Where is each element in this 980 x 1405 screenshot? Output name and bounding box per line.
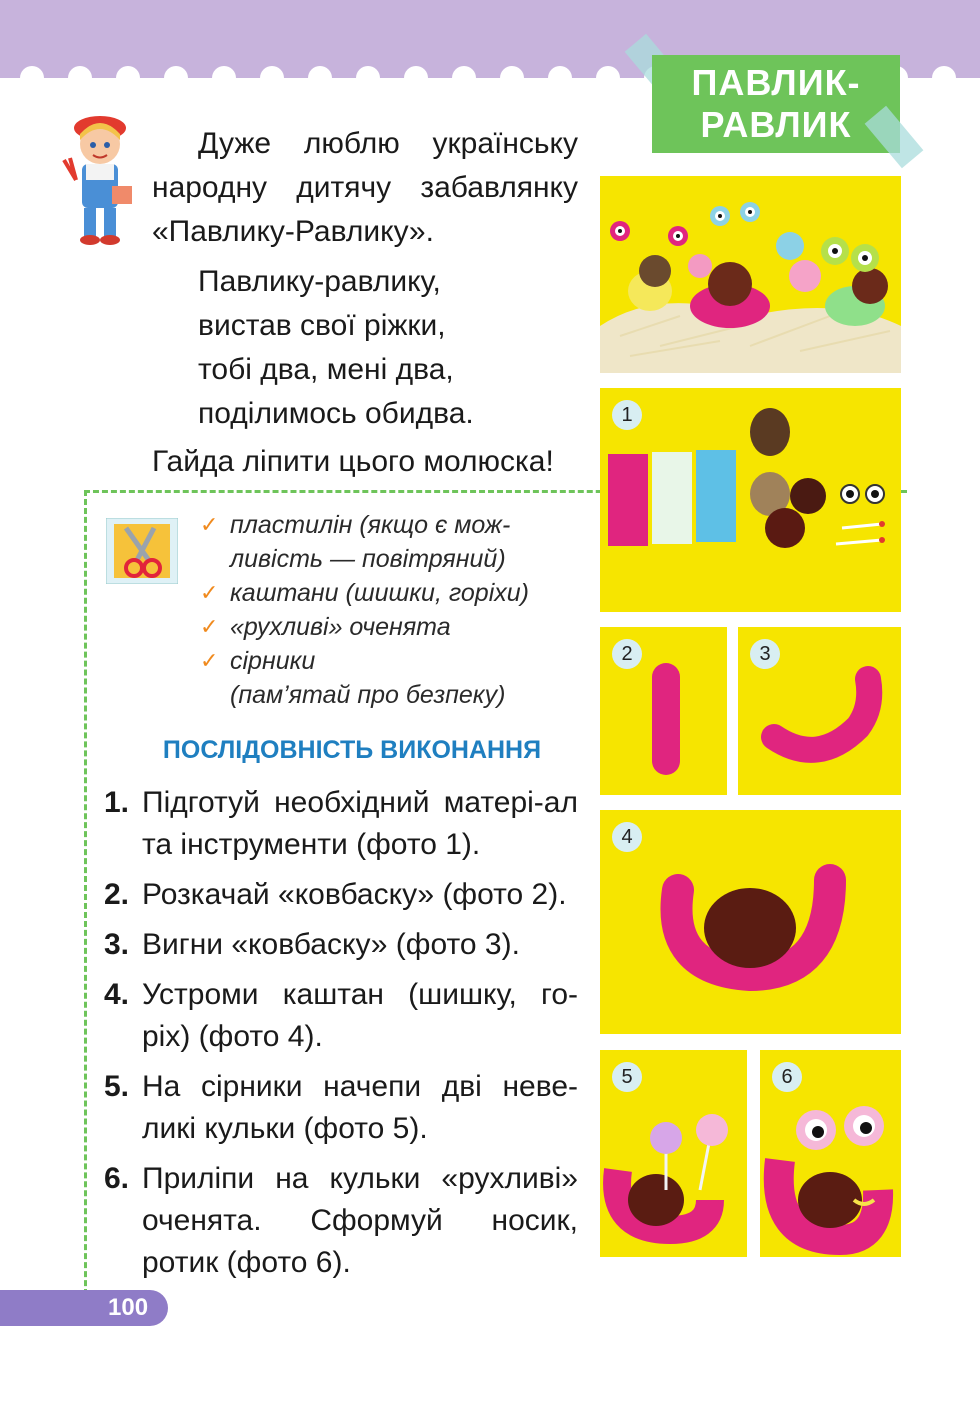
- material-text: ливість — повітряний): [230, 545, 506, 573]
- step-number: 2.: [104, 878, 130, 911]
- hero-photo: [600, 176, 901, 373]
- material-text: сірники: [230, 647, 316, 675]
- intro-text: [152, 122, 578, 484]
- poem-line: Павлику-равлику,: [198, 265, 441, 298]
- decorative-dot: [932, 66, 956, 90]
- photo-badge: 3: [750, 639, 780, 669]
- step-text: Устроми каштан (шишку, го-ріх) (фото 4).: [142, 978, 578, 1053]
- sequence-title: ПОСЛІДОВНІСТЬ ВИКОНАННЯ: [162, 736, 542, 764]
- decorative-dot: [548, 66, 572, 90]
- check-icon: ✓: [200, 512, 219, 537]
- photo-6: [760, 1050, 901, 1257]
- girl-illustration: [56, 100, 146, 250]
- check-icon: ✓: [200, 614, 219, 639]
- photo-1: [600, 388, 901, 612]
- intro-outro: Гайда ліпити цього молюска!: [152, 445, 554, 478]
- decorative-dot: [500, 66, 524, 90]
- poem-line: вистав свої ріжки,: [198, 309, 446, 342]
- photo-badge: 4: [612, 822, 642, 852]
- decorative-dot: [20, 66, 44, 90]
- list-item: [200, 610, 600, 644]
- step-number: 4.: [104, 978, 130, 1011]
- step-number: 5.: [104, 1070, 130, 1103]
- check-icon: ✓: [200, 580, 219, 605]
- list-item: [200, 508, 600, 576]
- page-title: [652, 55, 900, 153]
- snails-group-image: [600, 176, 901, 373]
- step-number: 3.: [104, 928, 130, 961]
- list-item: [200, 644, 600, 712]
- steps-list: [104, 782, 578, 1292]
- check-icon: ✓: [200, 648, 219, 673]
- photo-2: [600, 627, 727, 795]
- photo-badge: 2: [612, 639, 642, 669]
- step-text: Вигни «ковбаску» (фото 3).: [142, 928, 520, 961]
- material-text: пластилін (якщо є мож-: [230, 511, 511, 539]
- decorative-dot: [212, 66, 236, 90]
- page-number-text: 100: [108, 1294, 149, 1321]
- step-text: Підготуй необхідний матері-ал та інструменти (фото 1).: [142, 786, 578, 861]
- intro-paragraph: Дуже люблю українську народну дитячу забавлянку «Павлику-Равлику».: [152, 127, 578, 248]
- snail-base-image: [600, 810, 901, 1034]
- photo-3: [738, 627, 901, 795]
- step-number: 6.: [104, 1162, 130, 1195]
- decorative-dot: [116, 66, 140, 90]
- materials-image: [600, 388, 901, 612]
- step-item: [104, 924, 578, 966]
- decorative-dot: [308, 66, 332, 90]
- step-item: [104, 974, 578, 1058]
- photo-badge: 5: [612, 1062, 642, 1092]
- step-item: [104, 1158, 578, 1284]
- page-title-line2: РАВЛИК: [700, 104, 852, 145]
- step-number: 1.: [104, 786, 130, 819]
- material-text: (пам’ятай про безпеку): [230, 681, 506, 709]
- step-item: [104, 874, 578, 916]
- decorative-dot: [596, 66, 620, 90]
- decorative-dot: [404, 66, 428, 90]
- list-item: [200, 576, 600, 610]
- step-text: Розкачай «ковбаску» (фото 2).: [142, 878, 567, 911]
- scissors-icon: [106, 518, 178, 584]
- photo-badge: 6: [772, 1062, 802, 1092]
- decorative-dot: [356, 66, 380, 90]
- materials-list: [200, 508, 600, 712]
- step-item: [104, 1066, 578, 1150]
- decorative-dot: [164, 66, 188, 90]
- step-item: [104, 782, 578, 866]
- material-text: «рухливі» оченята: [230, 613, 451, 641]
- photo-5: [600, 1050, 747, 1257]
- material-text: каштани (шишки, горіхи): [230, 579, 529, 607]
- decorative-dot: [68, 66, 92, 90]
- page-title-line1: ПАВЛИК-: [691, 62, 861, 103]
- photo-badge: 1: [612, 400, 642, 430]
- step-text: На сірники начепи дві неве-ликі кульки (фото 5).: [142, 1070, 578, 1145]
- poem: [198, 260, 578, 436]
- step-text: Приліпи на кульки «рухливі» оченята. Сформуй носик, ротик (фото 6).: [142, 1162, 578, 1279]
- poem-line: тобі два, мені два,: [198, 353, 454, 386]
- photo-4: [600, 810, 901, 1034]
- page-number: [0, 1290, 168, 1326]
- decorative-dot: [452, 66, 476, 90]
- poem-line: поділимось обидва.: [198, 397, 474, 430]
- decorative-dot: [260, 66, 284, 90]
